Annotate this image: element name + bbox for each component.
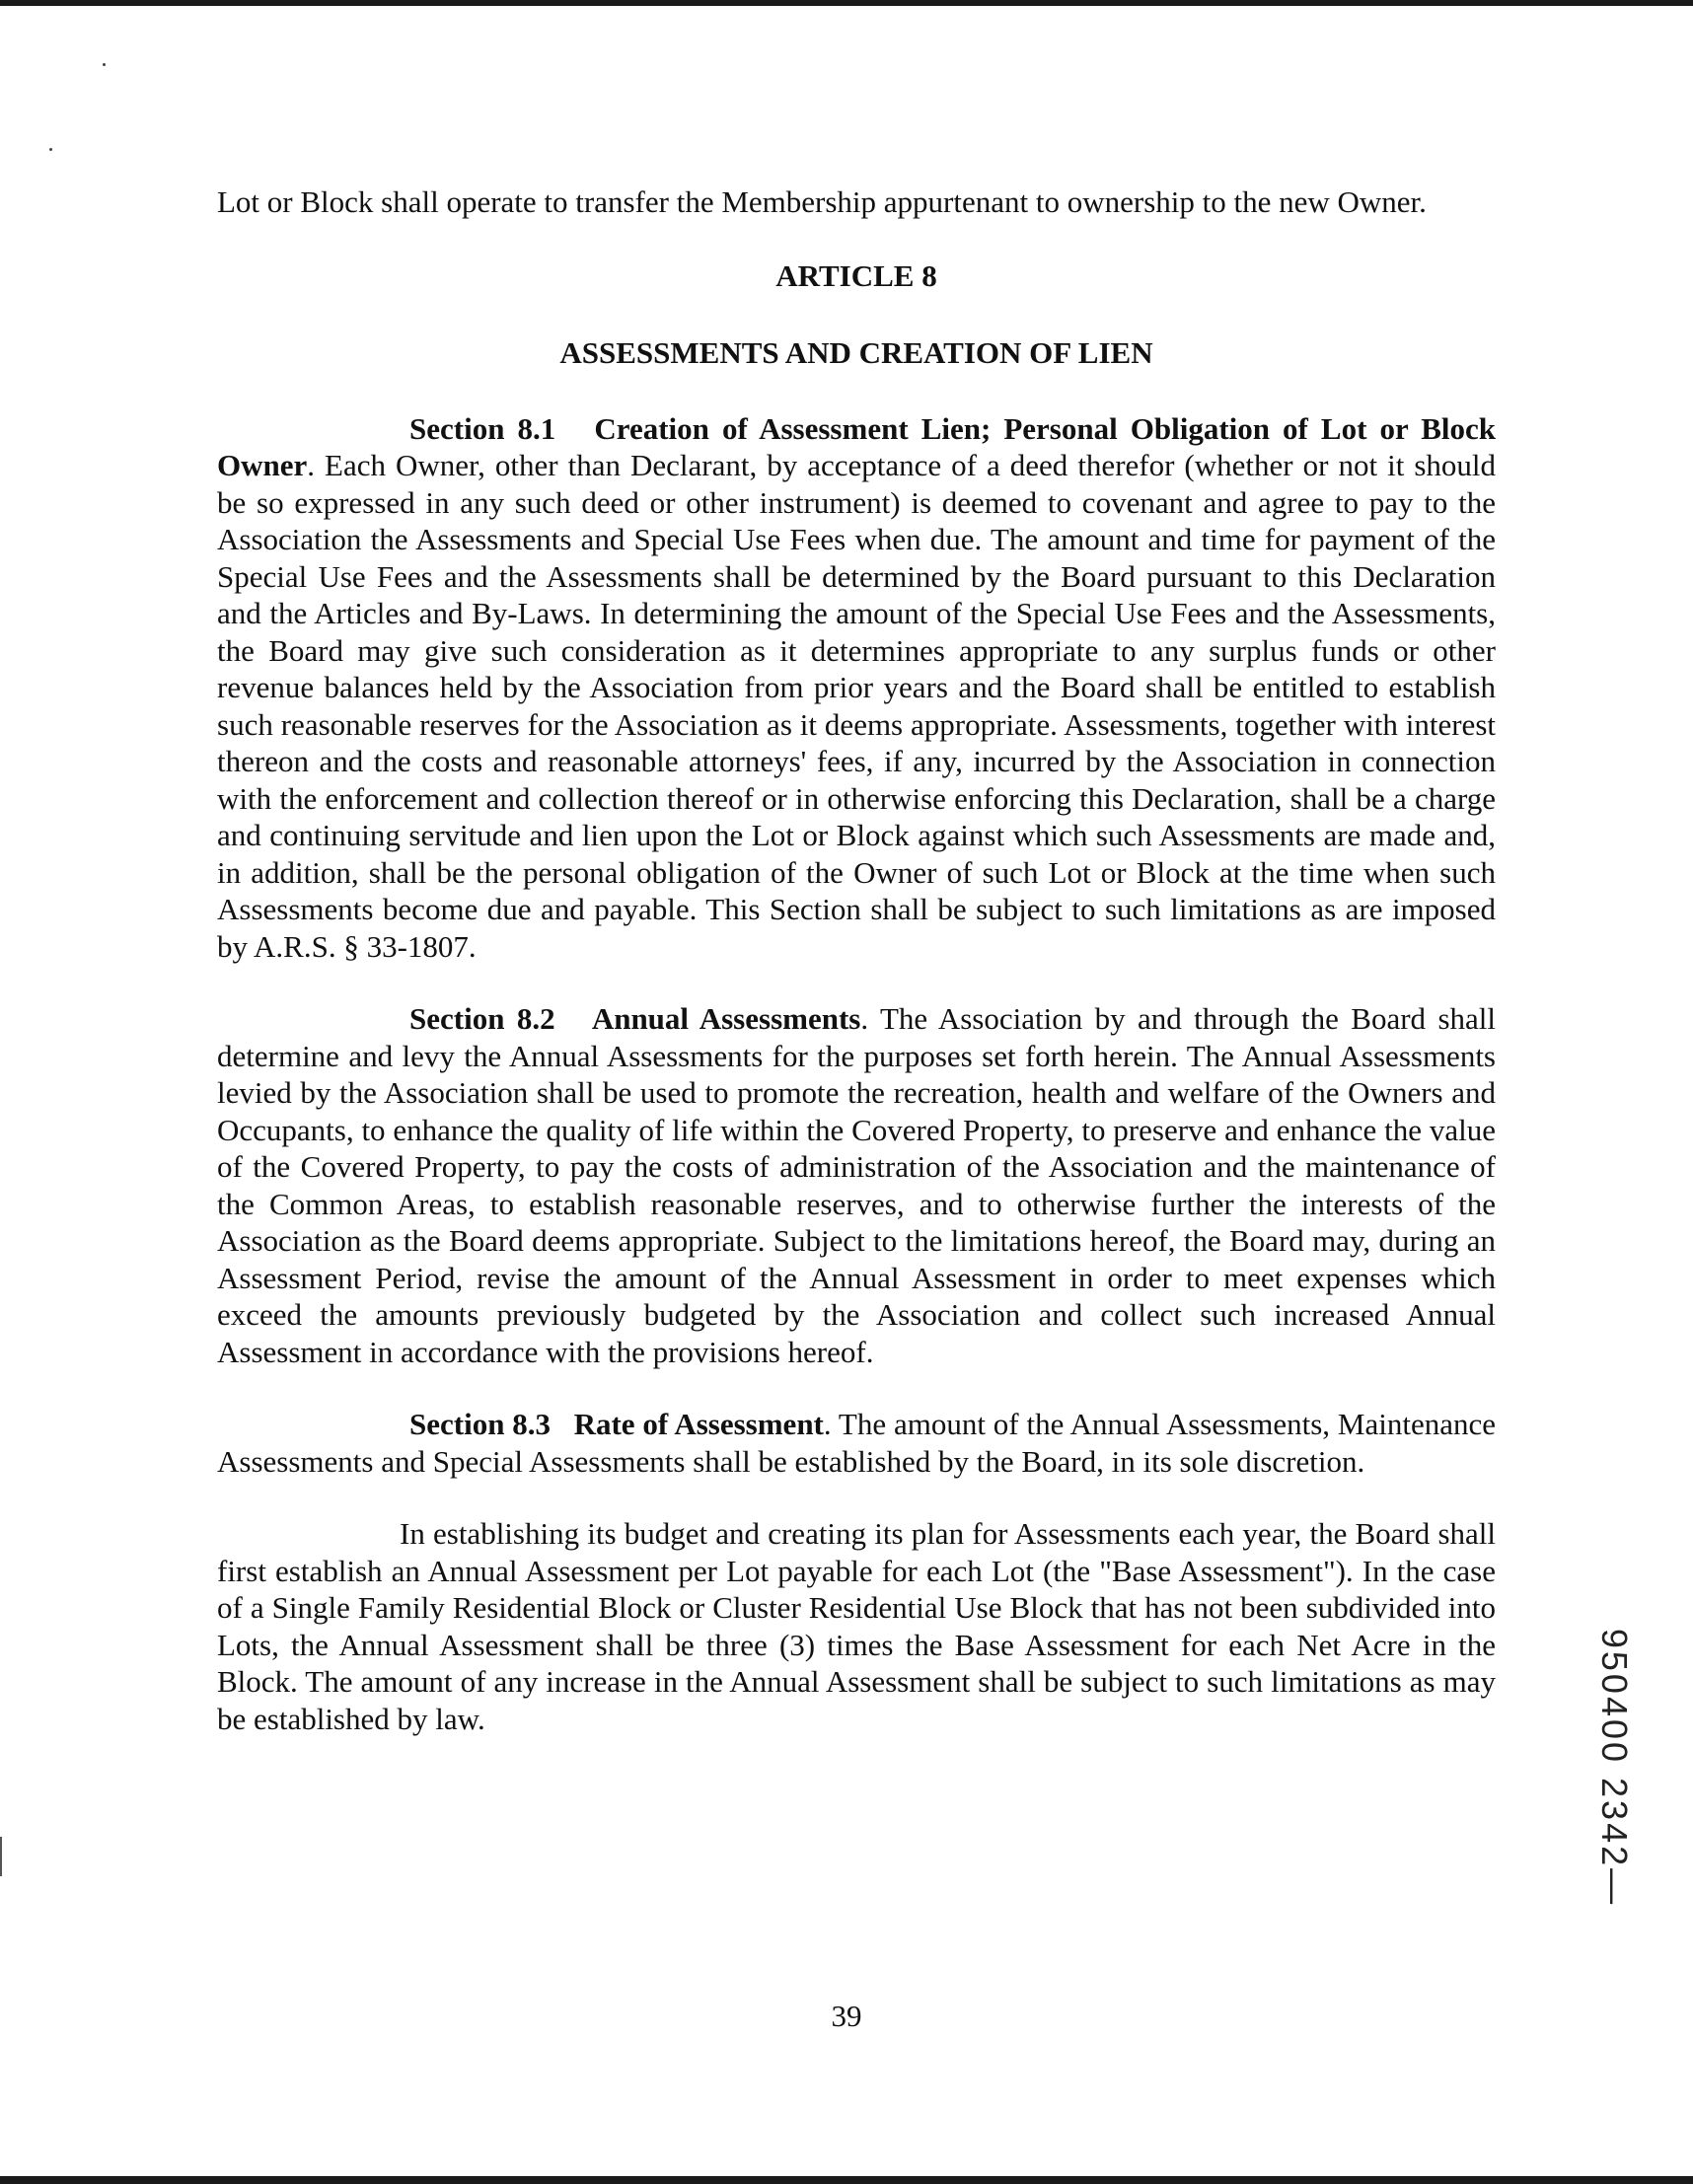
section-8-1-body: . Each Owner, other than Declarant, by acceptance of a deed therefor (whether or not it should be so expressed in any such deed or other instrument) is deemed to covenant and agree to pay to the Association the Assessments and Special Use Fees when due. The amount and time for payment of the Special Use Fees and the Assessments shall be determined by the Board pursuant to this Declaration and the Articles and By-Laws. In determining the amount of the Special Use Fees and the Assessments, the Board may give such consideration as it determines appropriate to any surplus funds or other revenue balances held by the Association from prior years and the Board shall be entitled to establish such reasonable reserves for the Association as it deems appropriate. Assessments, together with interest thereon and the costs and reasonable attorneys' fees, if any, incurred by the Association in connection with the enforcement and collection thereof or in otherwise enforcing this Declaration, shall be a charge and continuing servitude and lien upon the Lot or Block against which such Assessments are made and, in addition, shall be the personal obligation of the Owner of such Lot or Block at the time when such Assessments become due and payable. This Section shall be subject to such limitations as are imposed by A.R.S. § 33-1807. xyxy=(217,448,1496,964)
top-border xyxy=(0,0,1693,6)
document-body xyxy=(217,183,1496,1737)
section-8-3-title: Rate of Assessment xyxy=(573,1407,824,1441)
intro-paragraph: Lot or Block shall operate to transfer the Membership appurtenant to ownership to the new Owner. xyxy=(217,184,1427,219)
recording-stamp xyxy=(1594,1590,1634,1945)
recording-stamp-text: 950400 2342— xyxy=(1594,1628,1635,1908)
scan-edge-mark xyxy=(0,1837,2,1876)
article-number: ARTICLE 8 xyxy=(775,257,937,293)
section-8-2-paragraph xyxy=(217,1000,1496,1370)
section-8-2-body: . The Association by and through the Board shall determine and levy the Annual Assessments for the purposes set forth herein. The Annual Assessments levied by the Association shall be used to promote the recreation, health and welfare of the Owners and Occupants, to enhance the quality of life within the Covered Property, to preserve and enhance the value of the Covered Property, to pay the costs of administration of the Association and the maintenance of the Common Areas, to establish reasonable reserves, and to otherwise further the interests of the Association as the Board deems appropriate. Subject to the limitations hereof, the Board may, during an Assessment Period, revise the amount of the Annual Assessment in order to meet expenses which exceed the amounts previously budgeted by the Association and collect such increased Annual Assessment in accordance with the provisions hereof. xyxy=(217,1001,1496,1369)
page-number: 39 xyxy=(831,1999,862,2033)
scan-speck xyxy=(49,148,52,151)
scan-speck xyxy=(103,63,106,66)
section-8-1-title: Creation of Assessment Lien; Personal Obligation of Lot or Block Owner xyxy=(217,410,1497,482)
section-8-3-body: . The amount of the Annual Assessments, Maintenance Assessments and Special Assessments shall be established by the Board, in its sole discretion. xyxy=(217,1407,1496,1479)
bottom-border xyxy=(0,2176,1693,2184)
section-8-2-number: Section 8.2 xyxy=(409,1001,555,1036)
section-8-3-paragraph xyxy=(217,1406,1496,1480)
budget-paragraph-text: In establishing its budget and creating its plan for Assessments each year, the Board shall first establish an Annual Assessment per Lot payable for each Lot (the "Base Assessment"). In the case of a Single Family Residential Block or Cluster Residential Use Block that has not been subdivided into Lots, the Annual Assessment shall be three (3) times the Base Assessment for each Net Acre in the Block. The amount of any increase in the Annual Assessment shall be subject to such limitations as may be established by law. xyxy=(217,1516,1496,1736)
budget-paragraph xyxy=(217,1515,1496,1737)
article-title: ASSESSMENTS AND CREATION OF LIEN xyxy=(559,334,1153,370)
section-8-3-number: Section 8.3 xyxy=(409,1407,552,1441)
section-8-1-paragraph xyxy=(217,410,1496,966)
section-8-2-title: Annual Assessments xyxy=(591,1001,861,1036)
section-8-1-number: Section 8.1 xyxy=(409,410,556,446)
